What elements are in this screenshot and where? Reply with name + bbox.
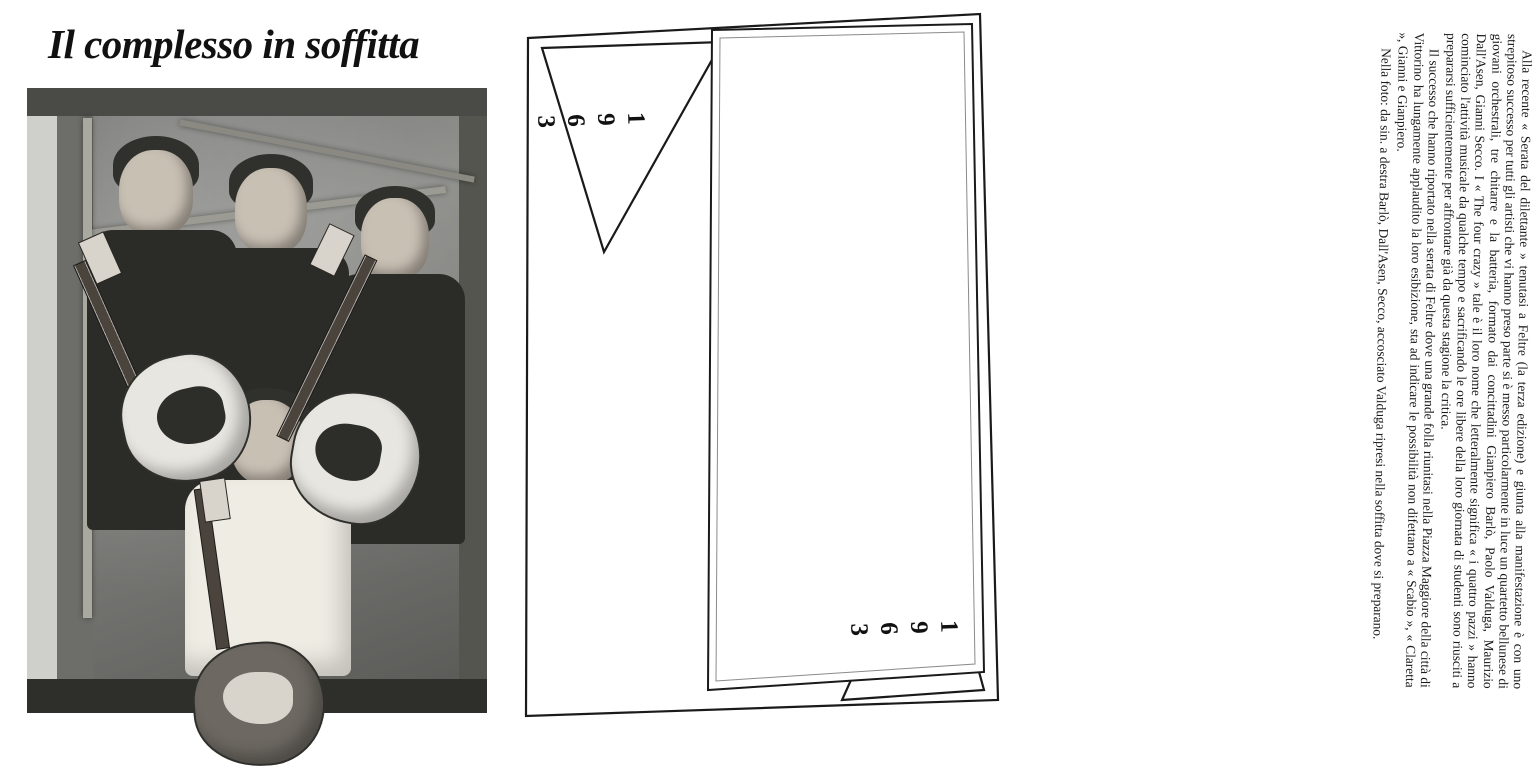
article-paragraph: Il successo che hanno riportato nella serata di Feltre dove una grande folla riunitasi nella Piazza Maggiore della città di Vittorino ha lungamente applaudito la loro esibizione, sta ad indicare le possibilità non difettano a « Scabio », « Claretta », Gianni e Gianpiero. xyxy=(1394,32,1442,688)
year-digit: 9 xyxy=(592,112,620,127)
article-left-column xyxy=(0,0,510,729)
year-digit: 3 xyxy=(845,622,873,637)
article-paragraph: Alla recente « Serata del dilettante » tenutasi a Feltre (la terza edizione) e giunta alla manifestazione è con uno strepitoso successo per tutti gli artisti che vi hanno preso parte si è messo particolarmente in luce un quartetto bellunese di giovani orchestrali, tre chitarre e la batteria, formato dai concittadini Gianpiero Barlò, Paolo Valduga, Maurizio Dall'Asen, Gianni Secco. I « The four crazy » tale è il loro nome che letteralmente significa « i quattro pazzi » hanno cominciato l'attività musicale da qualche tempo e sacrificando le ore libere della loro giornata di studenti sono riusciti a prepararsi sufficientemente per affrontare già da questa stagione la critica. xyxy=(1438,32,1535,690)
year-digit: 9 xyxy=(905,620,933,635)
head xyxy=(119,150,193,236)
photo-wall-left xyxy=(27,88,57,713)
year-digit: 1 xyxy=(935,619,963,634)
year-digit: 6 xyxy=(562,113,590,128)
article-column-border xyxy=(708,24,984,690)
year-digit: 3 xyxy=(532,114,560,129)
head xyxy=(235,168,307,254)
article-body xyxy=(1221,30,1535,689)
newspaper-clipping xyxy=(512,0,1535,729)
year-digit: 6 xyxy=(875,621,903,636)
year-digit: 1 xyxy=(622,111,650,126)
guitar-pickguard xyxy=(223,672,293,724)
article-body-rotated xyxy=(1221,30,1535,689)
page-title: Il complesso in soffitta xyxy=(48,21,420,67)
band-photograph xyxy=(27,88,487,713)
photo-wall-top xyxy=(27,88,487,116)
article-paragraph: Nella foto: da sin. a destra Barlò, Dall'Asen, Secco, accosciato Valduga ripresi nella soffitta dove si preparano. xyxy=(1370,48,1394,640)
